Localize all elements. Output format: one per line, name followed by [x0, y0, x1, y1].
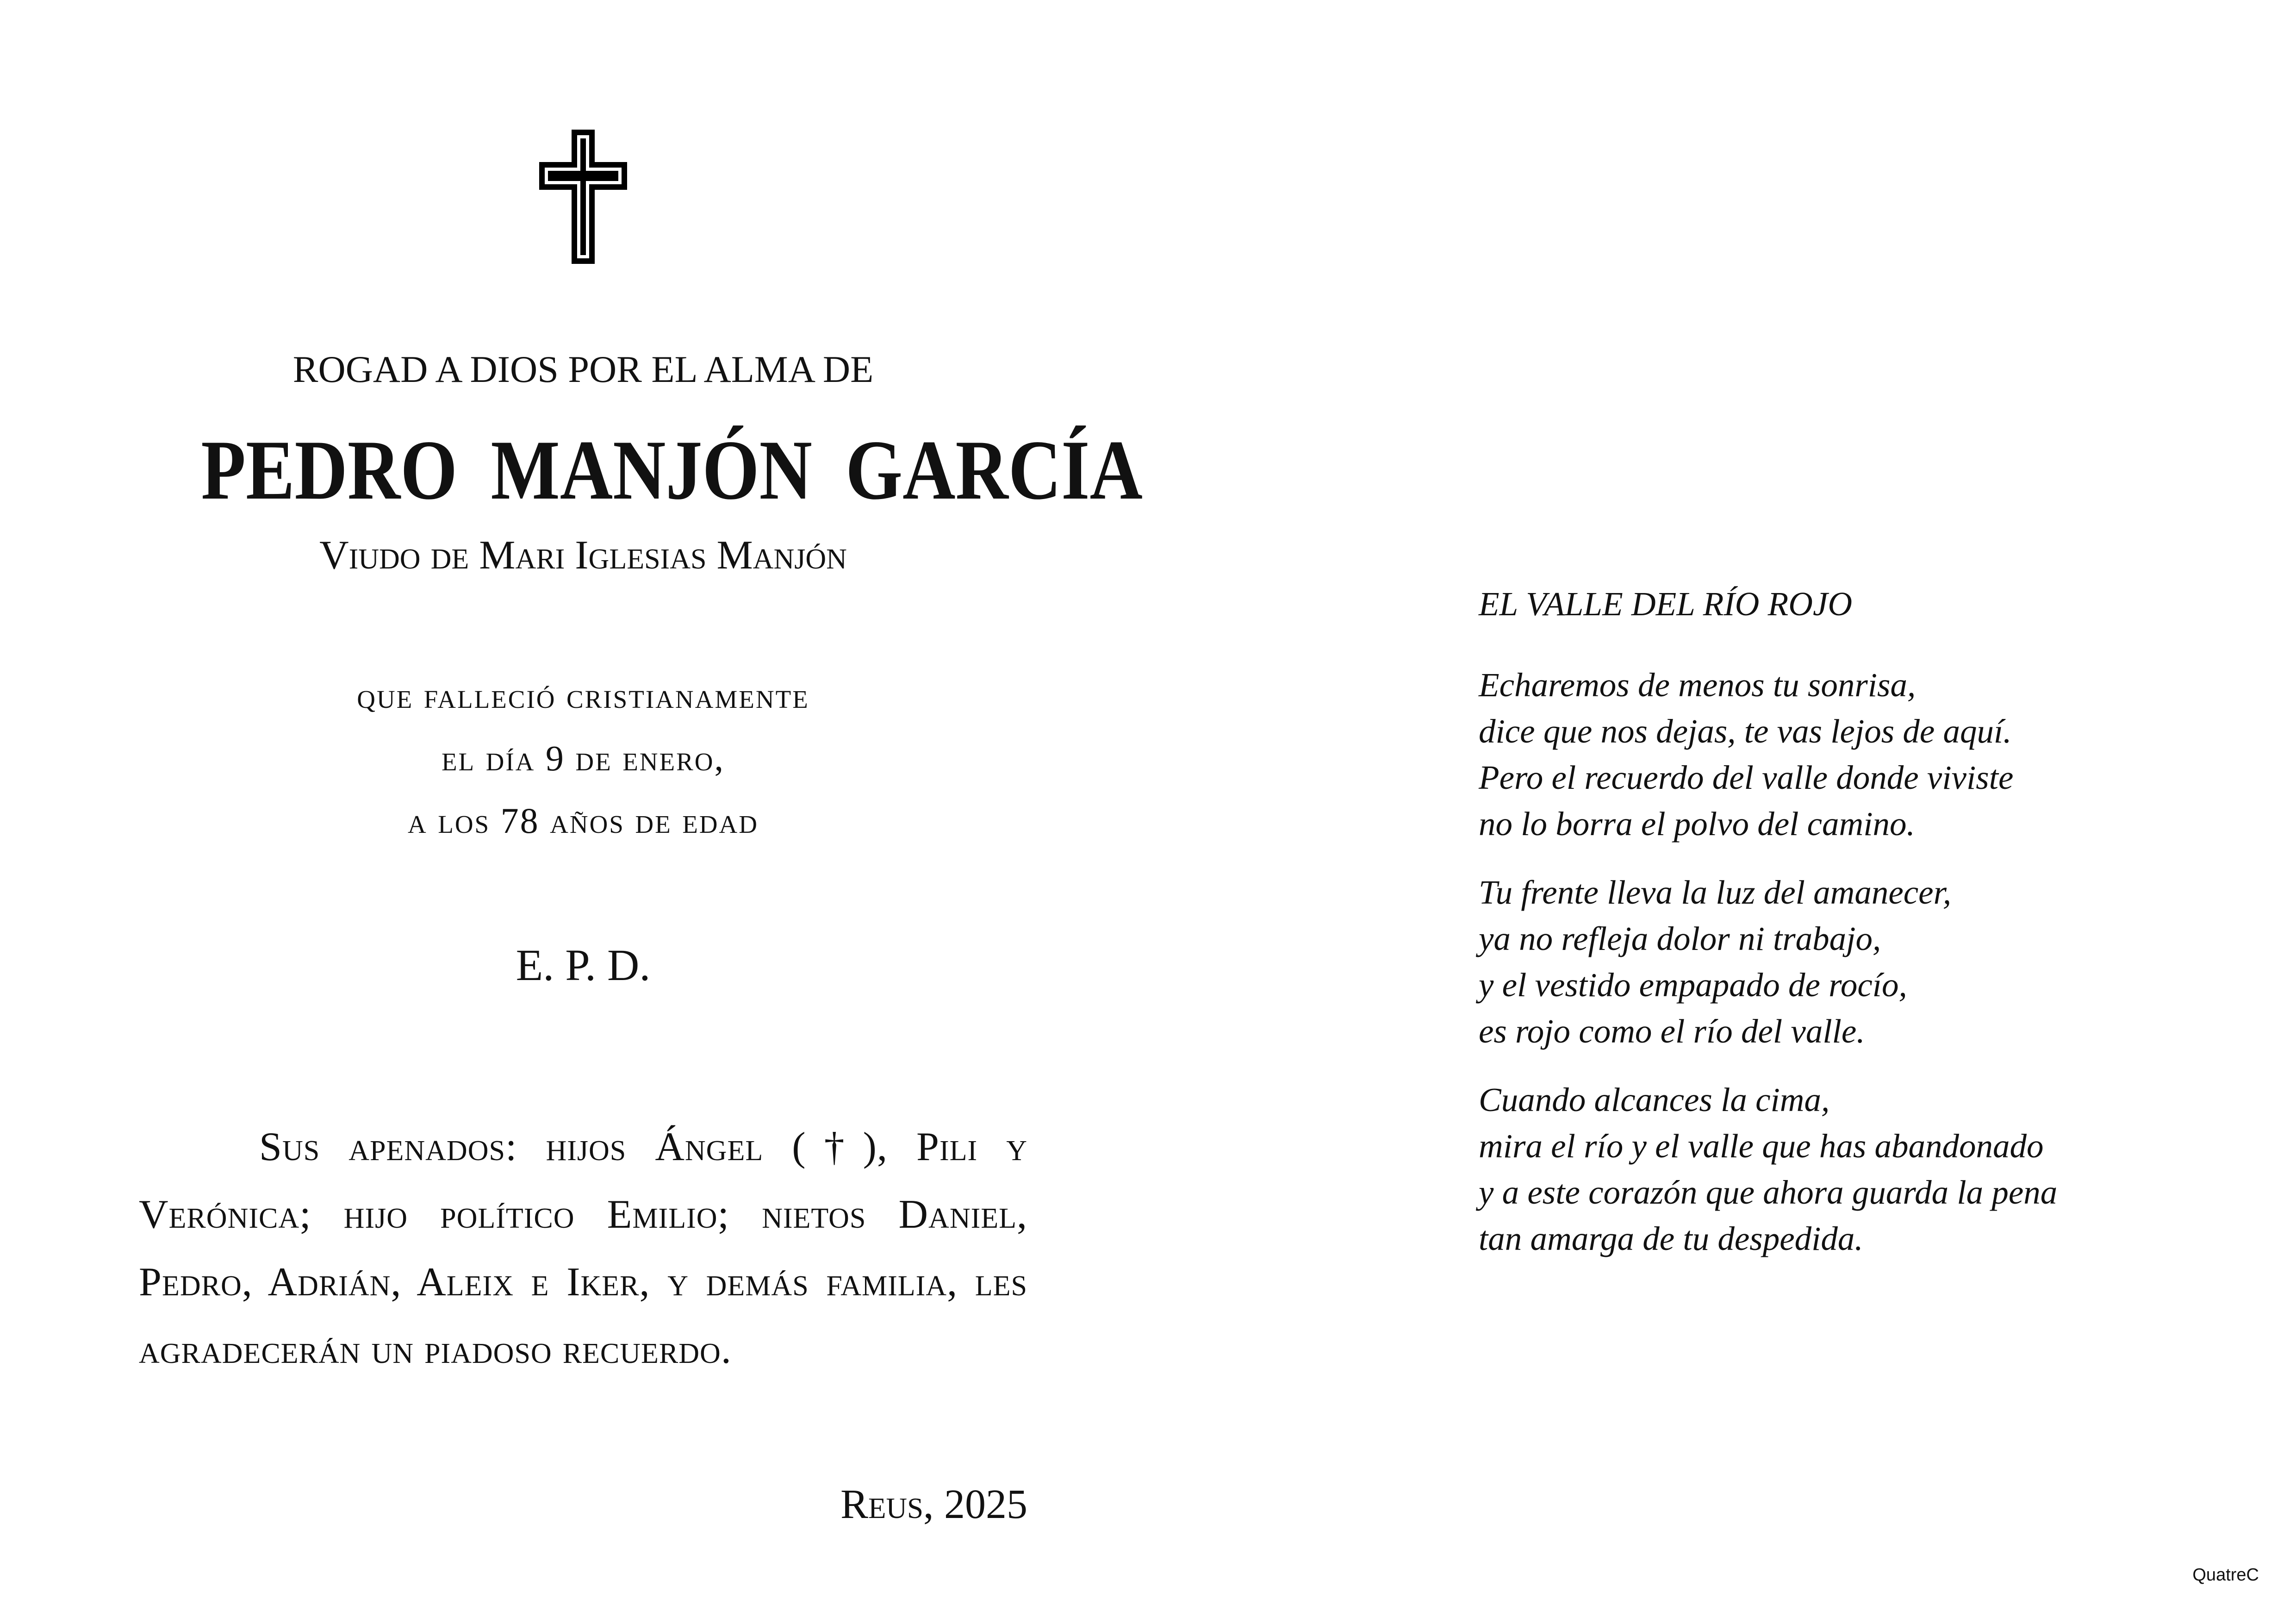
- poem: [1479, 581, 2173, 1284]
- poem-line: Pero el recuerdo del valle donde viviste: [1479, 759, 2014, 796]
- death-line: el día 9 de enero,: [441, 738, 725, 778]
- deceased-name: PEDRO MANJÓN GARCÍA: [201, 423, 1143, 517]
- place-date: Reus, 2025: [840, 1481, 1027, 1527]
- poem-line: y a este corazón que ahora guarda la pena: [1479, 1174, 2058, 1211]
- poem-line: ya no refleja dolor ni trabajo,: [1479, 920, 1881, 957]
- death-notice: [139, 664, 1027, 852]
- memorial-card-front: [139, 0, 1143, 1624]
- poem-line: mira el río y el valle que has abandonado: [1479, 1127, 2044, 1165]
- poem-stanza: [1479, 662, 2173, 847]
- widower-line: Viudo de Mari Iglesias Manjón: [319, 533, 847, 578]
- poem-line: no lo borra el polvo del camino.: [1479, 805, 1915, 843]
- poem-line: tan amarga de tu despedida.: [1479, 1220, 1863, 1257]
- pray-line: ROGAD A DIOS POR EL ALMA DE: [292, 348, 874, 390]
- mourners-paragraph: Sus apenados: hijos Ángel (†), Pili y Verónica; hijo político Emilio; nietos Daniel, Pedro, Adrián, Aleix e Iker, y demás familia, les agradecerán un piadoso recuerdo.: [139, 1124, 1027, 1372]
- poem-line: Echaremos de menos tu sonrisa,: [1479, 666, 1916, 704]
- rip-abbreviation: E. P. D.: [516, 940, 651, 990]
- poem-line: Cuando alcances la cima,: [1479, 1081, 1830, 1118]
- death-line: que falleció cristianamente: [357, 675, 809, 716]
- latin-cross-icon: [539, 130, 627, 264]
- death-line: a los 78 años de edad: [408, 800, 759, 841]
- poem-stanza: [1479, 869, 2173, 1055]
- poem-line: y el vestido empapado de rocío,: [1479, 966, 1907, 1004]
- poem-line: es rojo como el río del valle.: [1479, 1012, 1865, 1050]
- poem-stanza: [1479, 1077, 2173, 1262]
- brand-mark: QuatreC: [2192, 1565, 2259, 1585]
- poem-line: dice que nos dejas, te vas lejos de aquí.: [1479, 712, 2012, 750]
- poem-line: Tu frente lleva la luz del amanecer,: [1479, 874, 1952, 911]
- poem-title: EL VALLE DEL RÍO ROJO: [1479, 585, 1853, 623]
